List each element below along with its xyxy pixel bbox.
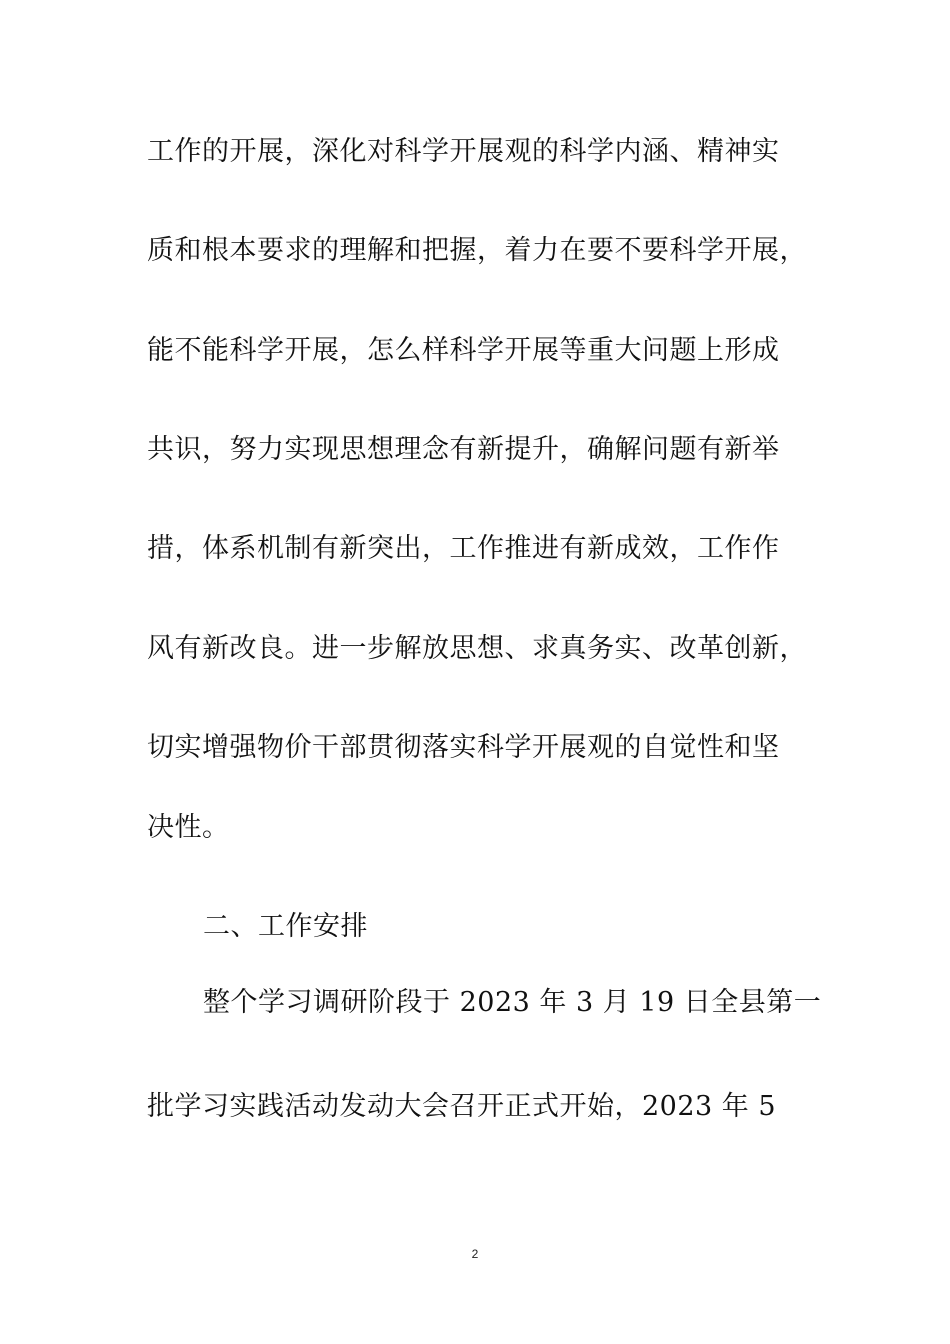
body-text-line-7: 切实增强物价干部贯彻落实科学开展观的自觉性和坚: [147, 732, 780, 763]
section-heading: 二、工作安排: [203, 911, 368, 942]
body-text-line-10: 批学习实践活动发动大会召开正式开始，2023 年 5: [147, 1091, 777, 1122]
body-text-line-9: 整个学习调研阶段于 2023 年 3 月 19 日全县第一: [203, 987, 822, 1018]
body-text-line-4: 共识，努力实现思想理念有新提升，确解问题有新举: [147, 434, 780, 465]
body-text-line-8: 决性。: [147, 812, 230, 843]
body-text-line-6: 风有新改良。进一步解放思想、求真务实、改革创新，: [147, 633, 807, 664]
body-text-line-1: 工作的开展，深化对科学开展观的科学内涵、精神实: [147, 136, 780, 167]
body-text-line-3: 能不能科学开展，怎么样科学开展等重大问题上形成: [147, 335, 780, 366]
page-number: 2: [471, 1247, 479, 1261]
body-text-line-5: 措，体系机制有新突出，工作推进有新成效，工作作: [147, 533, 780, 564]
body-text-line-2: 质和根本要求的理解和把握，着力在要不要科学开展，: [147, 235, 807, 266]
